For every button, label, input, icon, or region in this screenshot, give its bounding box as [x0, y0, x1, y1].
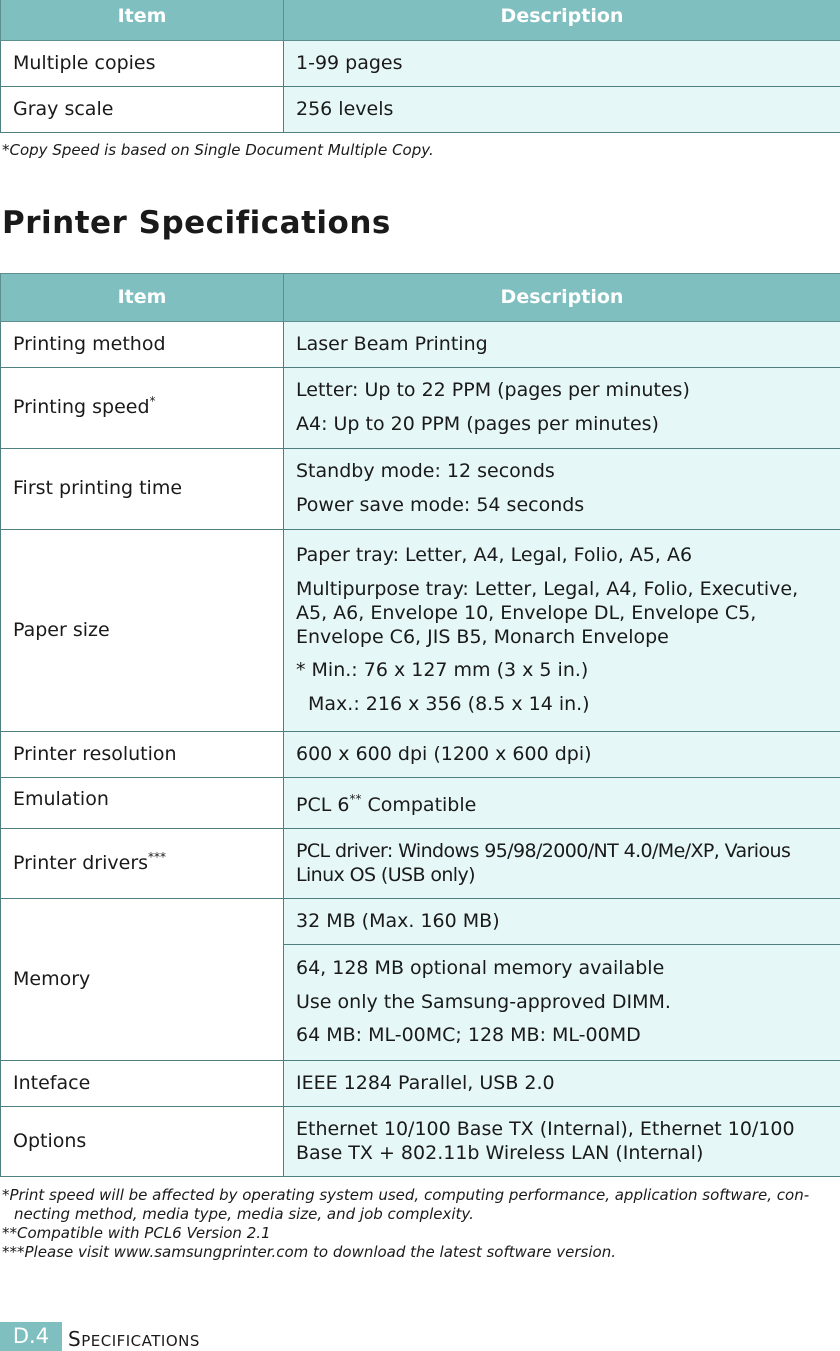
description-cell: [284, 829, 840, 899]
print-speed-footnote-continued: necting method, media type, media size, and job complexity.: [14, 1205, 474, 1223]
table-row: [1, 449, 840, 530]
item-cell: [1, 368, 284, 449]
drivers-footnote: ***Please visit www.samsungprinter.com to download the latest software version.: [2, 1243, 616, 1261]
header-description: Description: [284, 274, 840, 322]
item-cell: Multiple copies: [1, 41, 284, 87]
table-row: [1, 87, 840, 133]
description-text: Compatible: [361, 794, 477, 817]
table-row: [1, 778, 840, 829]
description-line: Paper tray: Letter, A4, Legal, Folio, A5, A6: [296, 544, 693, 567]
description-cell: 1-99 pages: [284, 41, 840, 87]
header-description: Description: [284, 0, 840, 41]
description-line: Ethernet 10/100 Base TX (Internal), Ethernet 10/100 Base TX + 802.11b Wireless LAN (Internal): [296, 1117, 795, 1164]
item-cell: Options: [1, 1107, 284, 1177]
footnote-marker: ***: [148, 849, 167, 864]
table-row: [1, 899, 840, 945]
description-line: A4: Up to 20 PPM (pages per minutes): [296, 413, 659, 435]
table-row: [1, 732, 840, 778]
table-row: [1, 1107, 840, 1177]
description-line: 600 x 600 dpi (1200 x 600 dpi): [296, 742, 592, 765]
item-cell: [1, 829, 284, 899]
description-line: Laser Beam Printing: [296, 332, 488, 355]
description-cell: [284, 899, 840, 945]
item-cell: Paper size: [1, 530, 284, 732]
table-row: [1, 368, 840, 449]
page-number-tab: D.4: [0, 1322, 62, 1351]
description-line: Standby mode: 12 seconds: [296, 460, 555, 483]
copy-speed-footnote: *Copy Speed is based on Single Document Multiple Copy.: [2, 141, 434, 159]
description-line: Multipurpose tray: Letter, Legal, A4, Folio, Executive, A5, A6, Envelope 10, Envelope DL, Envelope C5, Envelope C6, JIS B5, Monarch Envelope: [296, 578, 799, 648]
description-line: 64 MB: ML-00MC; 128 MB: ML-00MD: [296, 1024, 641, 1047]
description-cell: [284, 530, 840, 732]
item-cell: Inteface: [1, 1061, 284, 1107]
item-label: Printing speed: [13, 396, 150, 419]
print-speed-footnote: *Print speed will be affected by operating system used, computing performance, application software, con-: [2, 1186, 810, 1204]
chapter-label-initial: S: [68, 1327, 82, 1351]
description-line: * Min.: 76 x 127 mm (3 x 5 in.): [296, 659, 589, 682]
section-title: Printer Specifications: [2, 205, 391, 241]
footnote-marker: **: [349, 792, 362, 807]
item-cell: Printer resolution: [1, 732, 284, 778]
description-text: PCL 6: [296, 794, 350, 817]
item-label: Printer drivers: [13, 851, 149, 874]
copier-spec-table: [0, 0, 840, 133]
description-cell: [284, 778, 840, 829]
pcl-footnote: **Compatible with PCL6 Version 2.1: [2, 1224, 271, 1242]
description-cell: [284, 449, 840, 530]
description-cell: [284, 368, 840, 449]
description-line: Letter: Up to 22 PPM (pages per minutes): [296, 379, 690, 402]
item-cell: Printing method: [1, 322, 284, 368]
table-row: [1, 41, 840, 87]
table-row: [1, 829, 840, 899]
item-cell: Emulation: [1, 778, 284, 829]
description-cell: [284, 322, 840, 368]
description-cell: [284, 945, 840, 1061]
header-item: Item: [1, 0, 284, 41]
description-line: Power save mode: 54 seconds: [296, 494, 585, 516]
description-cell: [284, 1061, 840, 1107]
header-item: Item: [1, 274, 284, 322]
description-line: IEEE 1284 Parallel, USB 2.0: [296, 1071, 555, 1094]
item-cell: Memory: [1, 899, 284, 1061]
table-row: [1, 322, 840, 368]
chapter-label: [68, 1327, 200, 1351]
item-cell: First printing time: [1, 449, 284, 530]
printer-spec-table: [0, 273, 840, 1177]
description-cell: [284, 732, 840, 778]
footnote-marker: *: [149, 394, 156, 409]
description-line: PCL driver: Windows 95/98/2000/NT 4.0/Me/XP, Various Linux OS (USB only): [296, 839, 791, 886]
table-row: [1, 1061, 840, 1107]
description-cell: 256 levels: [284, 87, 840, 133]
description-line: Max.: 216 x 356 (8.5 x 14 in.): [308, 693, 590, 715]
description-cell: [284, 1107, 840, 1177]
description-line: 64, 128 MB optional memory available: [296, 956, 665, 979]
chapter-label-rest: PECIFICATIONS: [81, 1332, 200, 1350]
item-cell: Gray scale: [1, 87, 284, 133]
description-line: 32 MB (Max. 160 MB): [296, 909, 500, 932]
table-row: [1, 530, 840, 732]
description-line: Use only the Samsung-approved DIMM.: [296, 990, 671, 1013]
